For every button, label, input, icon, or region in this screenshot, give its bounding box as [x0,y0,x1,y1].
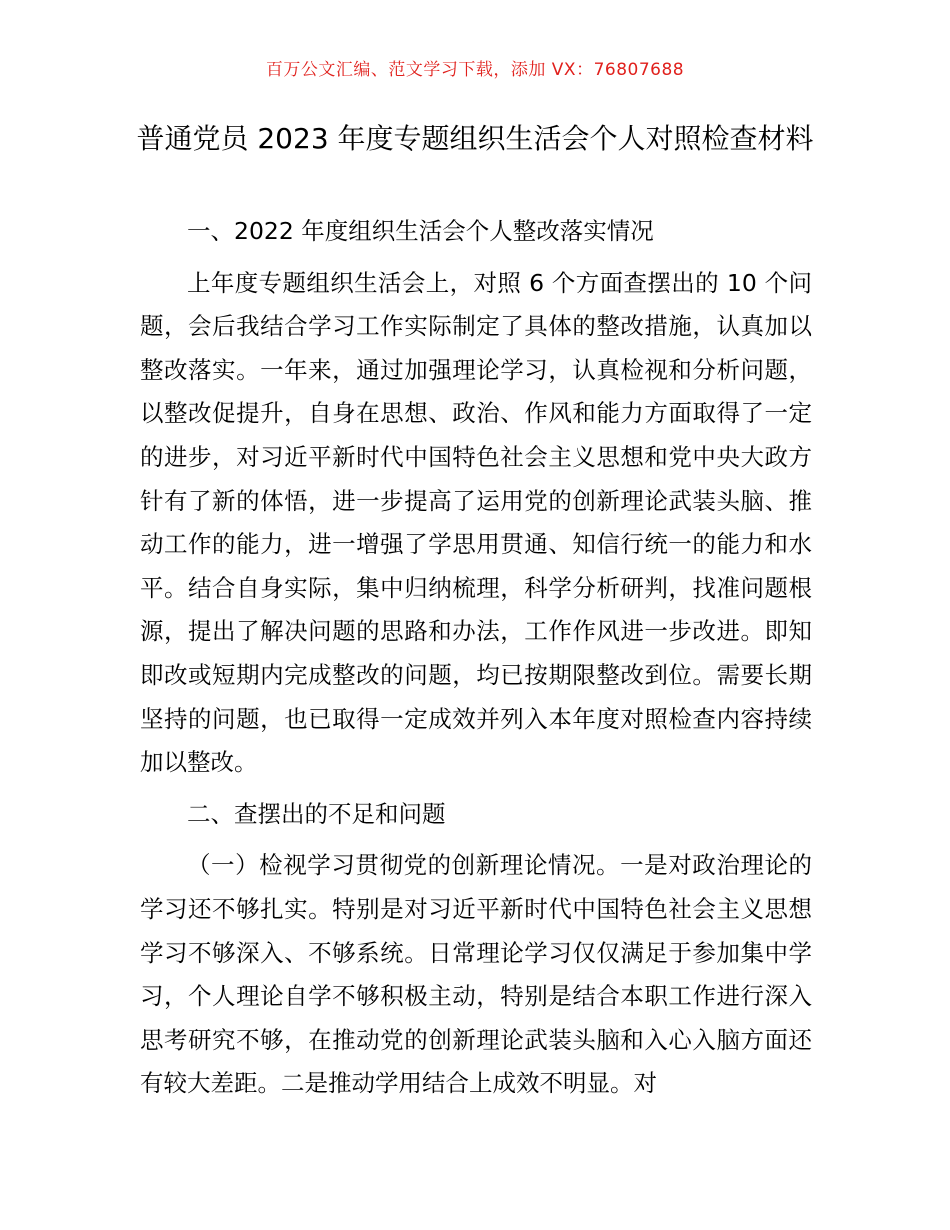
section-heading: 一、2022 年度组织生活会个人整改落实情况 [187,217,654,245]
section-heading: 二、查摆出的不足和问题 [187,799,446,828]
watermark-banner: 百万公文汇编、范文学习下载，添加 VX：76807688 [265,60,685,80]
document-body [140,210,812,1106]
document-title: 普通党员 2023 年度专题组织生活会个人对照检查材料 [136,122,814,155]
section-paragraph: 上年度专题组织生活会上，对照 6 个方面查摆出的 10 个问题，会后我结合学习工作实际制定了具体的整改措施，认真加以整改落实。一年来，通过加强理论学习，认真检视和分析问题，以整改促提升，自身在思想、政治、作风和能力方面取得了一定的进步，对习近平新时代中国特色社会主义思想和党中央大政方针有了新的体悟，进一步提高了运用党的创新理论武装头脑、推动工作的能力，进一增强了学思用贯通、知信行统一的能力和水平。结合自身实际，集中归纳梳理，科学分析研判，找准问题根源，提出了解决问题的思路和办法，工作作风进一步改进。即知即改或短期内完成整改的问题，均已按期限整改到位。需要长期坚持的问题，也已取得一定成效并列入本年度对照检查内容持续加以整改。 [140,268,812,777]
section-paragraph: （一）检视学习贯彻党的创新理论情况。一是对政治理论的学习还不够扎实。特别是对习近平新时代中国特色社会主义思想学习不够深入、不够系统。日常理论学习仅仅满足于参加集中学习，个人理论自学不够积极主动，特别是结合本职工作进行深入思考研究不够，在推动党的创新理论武装头脑和入心入脑方面还有较大差距。二是推动学用结合上成效不明显。对 [140,851,812,1098]
